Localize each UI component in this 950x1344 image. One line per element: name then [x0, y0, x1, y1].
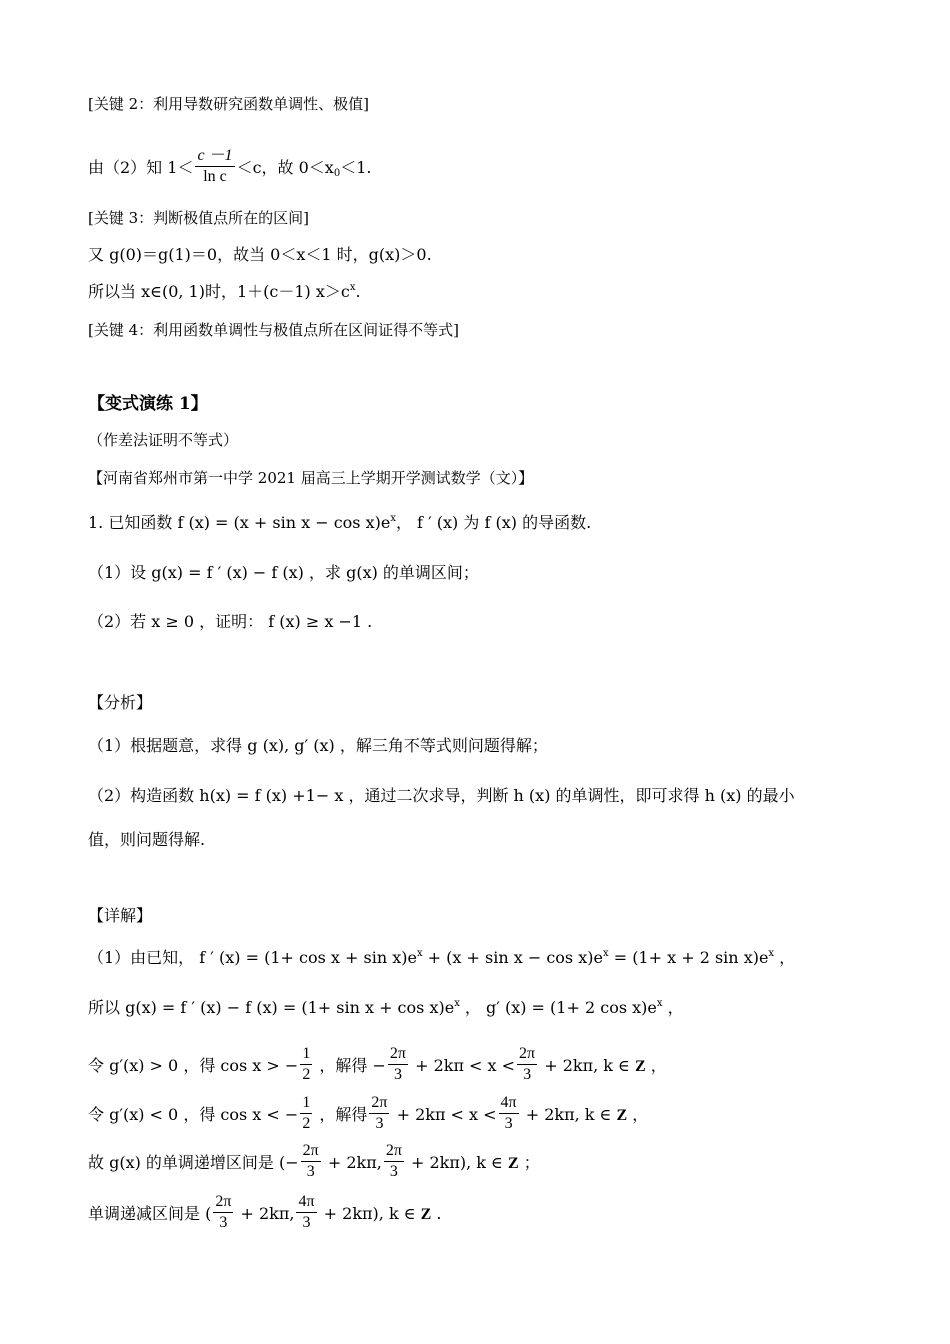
fraction-denominator: 3 — [504, 1115, 513, 1132]
detail-line-6 — [88, 1194, 442, 1235]
analysis-part-3: 值，则问题得解. — [88, 830, 206, 849]
key-note-4: [关键 4：利用函数单调性与极值点所在区间证得不等式] — [88, 321, 460, 339]
subscript: 0 — [333, 168, 341, 179]
superscript: x — [656, 998, 663, 1009]
fraction-numerator: 2π — [517, 1044, 537, 1065]
fraction — [369, 1093, 389, 1134]
fraction-numerator: 4π — [499, 1093, 519, 1114]
superscript: x — [768, 948, 775, 959]
text-segment: + 2kπ, — [322, 1153, 382, 1172]
detail-line-3 — [88, 1046, 667, 1087]
fraction-numerator: 2π — [301, 1141, 321, 1162]
text-segment: + 2kπ < x < — [409, 1056, 516, 1075]
fraction-denominator: 3 — [375, 1115, 384, 1132]
text-segment: ， g′ (x) = (1+ 2 cos x)e — [459, 998, 657, 1017]
fraction-numerator: 2π — [384, 1141, 404, 1162]
integer-set-symbol: Z — [420, 1206, 432, 1223]
analysis-title: 【分析】 — [88, 693, 153, 712]
question-1-part-1: （1）设 g(x) = f ′ (x) − f (x) ，求 g(x) 的单调区间； — [88, 563, 479, 582]
fraction-denominator: 2 — [302, 1066, 311, 1083]
fraction — [296, 1192, 316, 1233]
integer-set-symbol: Z — [507, 1155, 519, 1172]
text-segment: 单调递减区间是 ( — [88, 1204, 212, 1223]
key-note-3: [关键 3：判断极值点所在的区间] — [88, 209, 310, 227]
text-segment: . — [355, 282, 361, 301]
text-segment: ＜c，故 0＜x — [236, 158, 334, 177]
superscript: x — [416, 948, 423, 959]
superscript: x — [454, 998, 460, 1009]
detail-line-2 — [88, 996, 684, 1020]
text-segment: . — [431, 1204, 442, 1223]
fraction — [499, 1093, 519, 1134]
fraction-denominator: 2 — [302, 1115, 311, 1132]
analysis-part-2: （2）构造函数 h(x) = f (x) +1− x ，通过二次求导，判断 h (x) 的单调性，即可求得 h (x) 的最小 — [88, 786, 795, 805]
text-segment: ，解得 — [314, 1105, 368, 1124]
detail-line-4 — [88, 1095, 648, 1136]
fraction — [300, 1093, 312, 1134]
fraction-numerator: 2π — [369, 1093, 389, 1114]
fraction-numerator: 1 — [300, 1044, 312, 1065]
text-segment: 1. 已知函数 f (x) = (x + sin x − cos x)e — [88, 513, 391, 532]
text-segment: + 2kπ), k ∈ — [405, 1153, 508, 1172]
superscript: x — [390, 513, 396, 524]
fraction — [213, 1192, 233, 1233]
fraction — [517, 1044, 537, 1085]
section-subtitle: （作差法证明不等式） — [88, 431, 239, 449]
fraction-denominator: 3 — [302, 1214, 311, 1231]
text-segment: ； — [518, 1153, 540, 1172]
fraction-denominator: 3 — [523, 1066, 532, 1083]
analysis-part-1: （1）根据题意，求得 g (x), g′ (x) ，解三角不等式则问题得解； — [88, 736, 548, 755]
fraction-denominator: ln c — [203, 168, 227, 185]
fraction — [301, 1141, 321, 1182]
text-segment: + 2kπ < x < — [391, 1105, 497, 1124]
fraction-denominator: 3 — [219, 1214, 228, 1231]
text-segment: ， — [774, 948, 796, 967]
text-segment: + 2kπ, — [235, 1204, 295, 1223]
text-segment: 所以当 x∈(0, 1)时，1＋(c－1) x＞c — [88, 282, 350, 301]
therefore-line — [88, 280, 361, 304]
fraction — [300, 1044, 312, 1085]
fraction-denominator: 3 — [393, 1066, 402, 1083]
fraction-numerator: c －1 — [195, 146, 234, 167]
text-segment: + 2kπ, k ∈ — [539, 1056, 635, 1075]
text-segment: 令 g′(x) < 0 ，得 cos x < − — [88, 1105, 299, 1124]
problem-source: 【河南省郑州市第一中学 2021 届高三上学期开学测试数学（文）】 — [88, 469, 534, 487]
fraction — [388, 1044, 408, 1085]
text-segment: ， — [662, 998, 684, 1017]
question-1 — [88, 511, 591, 535]
detail-title: 【详解】 — [88, 906, 153, 925]
text-segment: + 2kπ), k ∈ — [318, 1204, 421, 1223]
fraction-numerator: 2π — [388, 1044, 408, 1065]
text-segment: 故 g(x) 的单调递增区间是 (− — [88, 1153, 299, 1172]
fraction — [195, 146, 234, 187]
inequality-c-line — [88, 148, 371, 189]
text-segment: 由（2）知 1＜ — [88, 158, 194, 177]
key-note-2: [关键 2：利用导数研究函数单调性、极值] — [88, 95, 370, 113]
g-zero-line: 又 g(0)＝g(1)＝0，故当 0＜x＜1 时，g(x)＞0. — [88, 245, 432, 264]
text-segment: ， — [645, 1056, 667, 1075]
detail-line-5 — [88, 1143, 540, 1184]
detail-line-1 — [88, 946, 795, 970]
text-segment: + (x + sin x − cos x)e — [422, 948, 603, 967]
fraction-numerator: 2π — [213, 1192, 233, 1213]
fraction-denominator: 3 — [306, 1163, 315, 1180]
text-segment: 令 g′(x) > 0 ，得 cos x > − — [88, 1056, 299, 1075]
integer-set-symbol: Z — [616, 1107, 628, 1124]
fraction-numerator: 4π — [296, 1192, 316, 1213]
fraction-denominator: 3 — [389, 1163, 398, 1180]
text-segment: ， — [627, 1105, 649, 1124]
text-segment: ， f ′ (x) 为 f (x) 的导函数. — [395, 513, 592, 532]
text-segment: = (1+ x + 2 sin x)e — [608, 948, 769, 967]
fraction — [384, 1141, 404, 1182]
text-segment: ＜1. — [340, 158, 372, 177]
text-segment: ，解得 − — [314, 1056, 386, 1075]
fraction-numerator: 1 — [300, 1093, 312, 1114]
text-segment: （1）由已知， f ′ (x) = (1+ cos x + sin x)e — [88, 948, 417, 967]
section-title: 【变式演练 1】 — [88, 394, 208, 414]
text-segment: 所以 g(x) = f ′ (x) − f (x) = (1+ sin x + cos x)e — [88, 998, 455, 1017]
integer-set-symbol: Z — [634, 1058, 646, 1075]
superscript: x — [602, 948, 609, 959]
superscript: x — [349, 282, 356, 293]
question-1-part-2: （2）若 x ≥ 0 ，证明： f (x) ≥ x −1 . — [88, 612, 373, 631]
text-segment: + 2kπ, k ∈ — [520, 1105, 617, 1124]
